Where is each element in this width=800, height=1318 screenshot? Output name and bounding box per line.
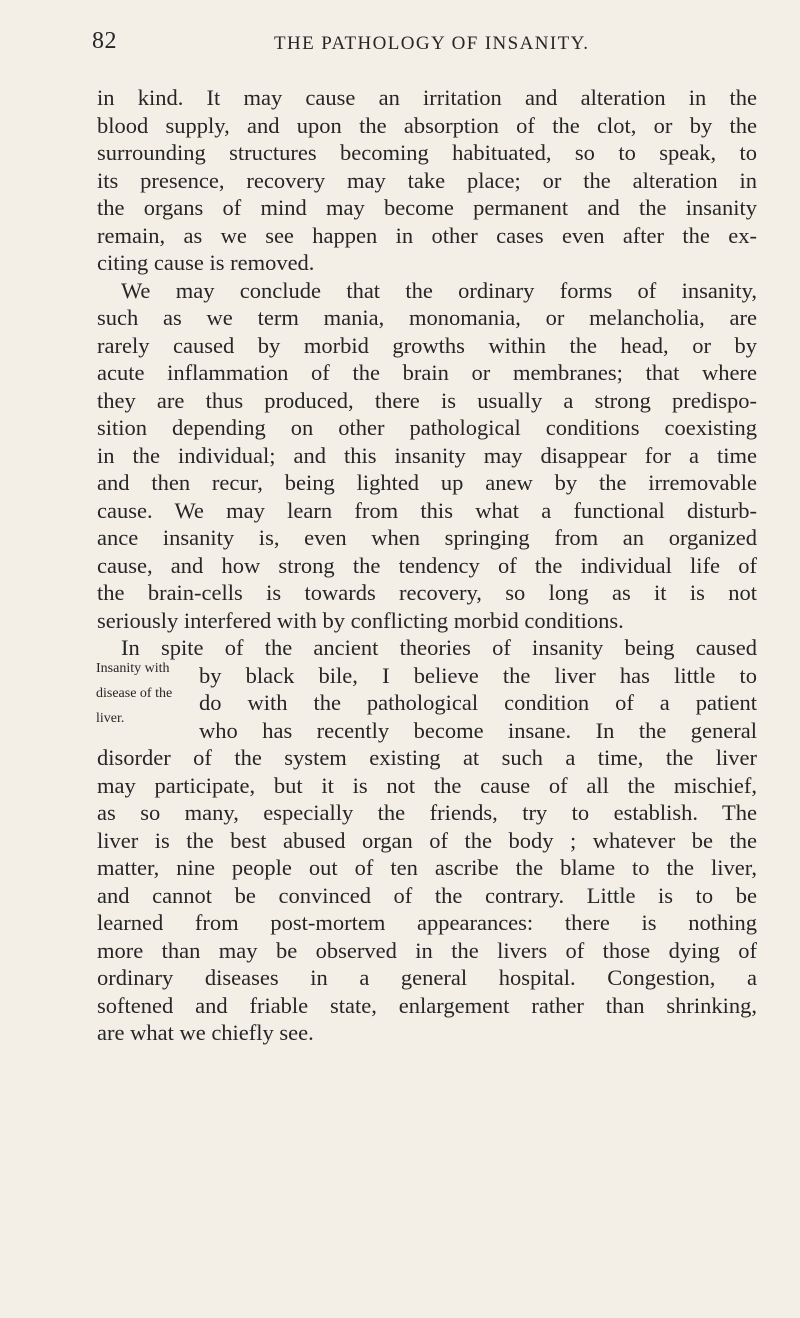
text-line: learned from post-mortem appearances: there is nothing xyxy=(97,910,757,935)
text-line: the brain-cells is towards recovery, so long as it is not xyxy=(97,580,757,605)
running-title: THE PATHOLOGY OF INSANITY. xyxy=(274,33,590,54)
text-line: who has recently become insane. In the general xyxy=(199,717,757,743)
text-line: and then recur, being lighted up anew by the irremovable xyxy=(97,470,757,495)
text-line: by black bile, I believe the liver has little to xyxy=(199,662,757,688)
text-line: softened and friable state, enlargement rather than shrinking, xyxy=(97,992,757,1018)
text-line: acute inflammation of the brain or membranes; that where xyxy=(97,360,757,385)
text-line: its presence, recovery may take place; or the alteration in xyxy=(97,167,757,193)
page-number: 82 xyxy=(92,28,117,54)
text-line: cause. We may learn from this what a functional disturb- xyxy=(97,497,757,523)
text-line: such as we term mania, monomania, or melancholia, are xyxy=(97,305,757,330)
text-line: citing cause is removed. xyxy=(97,250,315,275)
text-line: ance insanity is, even when springing from an organized xyxy=(97,525,757,550)
text-line: as so many, especially the friends, try to establish. The xyxy=(97,800,757,825)
body-text xyxy=(97,84,757,1047)
text-line: more than may be observed in the livers of those dying of xyxy=(97,937,757,963)
text-line: remain, as we see happen in other cases even after the ex- xyxy=(97,222,757,248)
text-line: they are thus produced, there is usually a strong predispo- xyxy=(97,387,757,413)
text-line: are what we chiefly see. xyxy=(97,1020,314,1045)
margin-note-line: Insanity with xyxy=(96,661,170,676)
text-line: In spite of the ancient theories of insanity being caused xyxy=(121,635,757,660)
text-line: matter, nine people out of ten ascribe the blame to the liver, xyxy=(97,855,757,880)
text-line: disorder of the system existing at such a time, the liver xyxy=(97,745,757,770)
text-line: We may conclude that the ordinary forms of insanity, xyxy=(121,277,757,303)
margin-note-line: disease of the xyxy=(96,686,173,701)
text-line: ordinary diseases in a general hospital. Congestion, a xyxy=(97,965,757,990)
text-line: in kind. It may cause an irritation and alteration in the xyxy=(97,85,757,110)
text-line: rarely caused by morbid growths within the head, or by xyxy=(97,332,757,358)
text-line: surrounding structures becoming habituated, so to speak, to xyxy=(97,140,757,165)
text-line: the organs of mind may become permanent and the insanity xyxy=(97,195,757,220)
text-line: cause, and how strong the tendency of the individual life of xyxy=(97,552,757,578)
text-line: do with the pathological condition of a patient xyxy=(199,690,757,715)
text-line: liver is the best abused organ of the body ; whatever be the xyxy=(97,827,757,853)
text-line: may participate, but it is not the cause of all the mischief, xyxy=(97,772,757,798)
text-line: blood supply, and upon the absorption of the clot, or by the xyxy=(97,112,757,138)
text-line: seriously interfered with by conflicting morbid conditions. xyxy=(97,607,624,633)
text-line: and cannot be convinced of the contrary. Little is to be xyxy=(97,882,757,908)
margin-note-line: liver. xyxy=(96,711,125,726)
text-line: in the individual; and this insanity may disappear for a time xyxy=(97,442,757,468)
text-line: sition depending on other pathological conditions coexisting xyxy=(97,415,757,440)
